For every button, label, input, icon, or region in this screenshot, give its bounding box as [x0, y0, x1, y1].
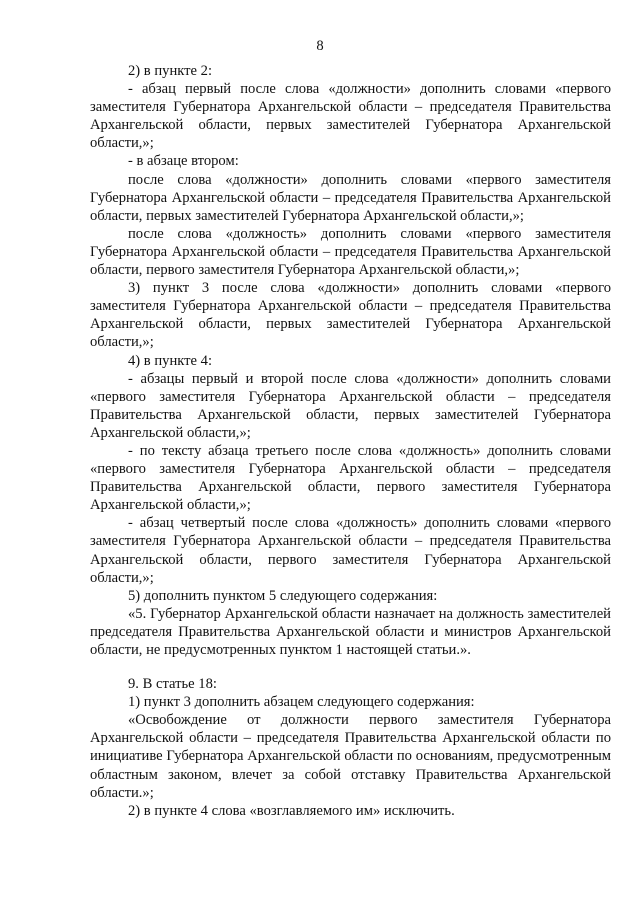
document-body [90, 62, 611, 820]
paragraph: «5. Губернатор Архангельской области назначает на должность заместителей председателя Правительства Архангельской области и министров Архангельской области, не предусмотренных пунктом 1 настоящей статьи.». [90, 605, 611, 658]
paragraph: после слова «должности» дополнить словами «первого заместителя Губернатора Архангельской области – председателя Правительства Архангельской области, первых заместителей Губернатора Архангельской области,»; [90, 171, 611, 224]
paragraph: 4) в пункте 4: [128, 352, 213, 369]
paragraph: 3) пункт 3 после слова «должности» дополнить словами «первого заместителя Губернатора Архангельской области – председателя Правительства Архангельской области, первых заместителей Губернатора Архангельской области,»; [90, 280, 611, 351]
paragraph: 1) пункт 3 дополнить абзацем следующего содержания: [128, 694, 475, 711]
paragraph-spacer [90, 659, 611, 675]
paragraph: - по тексту абзаца третьего после слова «должность» дополнить словами «первого заместителя Губернатора Архангельской области – председателя Правительства Архангельской области, первого заместителя Губернатора Архангельской области,»; [90, 442, 611, 514]
paragraph: - абзацы первый и второй после слова «должности» дополнить словами «первого заместителя Губернатора Архангельской области – председателя Правительства Архангельской области, первых заместителей Губернатора Архангельской области,»; [90, 370, 611, 441]
paragraph: - абзац первый после слова «должности» дополнить словами «первого заместителя Губернатора Архангельской области – председателя Правительства Архангельской области, первых заместителей Губернатора Архангельской области,»; [90, 81, 611, 152]
section-heading: 9. В статье 18: [128, 676, 217, 693]
paragraph: «Освобождение от должности первого заместителя Губернатора Архангельской области – председателя Правительства Архангельской области по инициативе Губернатора Архангельской области по основаниям, предусмотренным областным законом, влечет за собой отставку Правительства Архангельской области.»; [90, 712, 611, 801]
paragraph: 5) дополнить пунктом 5 следующего содержания: [128, 587, 438, 604]
paragraph: - абзац четвертый после слова «должность» дополнить словами «первого заместителя Губернатора Архангельской области – председателя Правительства Архангельской области, первого заместителя Губернатора Архангельской области,»; [90, 515, 611, 586]
paragraph: - в абзаце втором: [128, 153, 239, 170]
paragraph: 2) в пункте 2: [128, 63, 213, 79]
page-number: 8 [316, 38, 324, 54]
paragraph: после слова «должность» дополнить словами «первого заместителя Губернатора Архангельской области – председателя Правительства Архангельской области, первого заместителя Губернатора Архангельской области,»; [90, 225, 611, 279]
paragraph: 2) в пункте 4 слова «возглавляемого им» исключить. [128, 802, 455, 819]
